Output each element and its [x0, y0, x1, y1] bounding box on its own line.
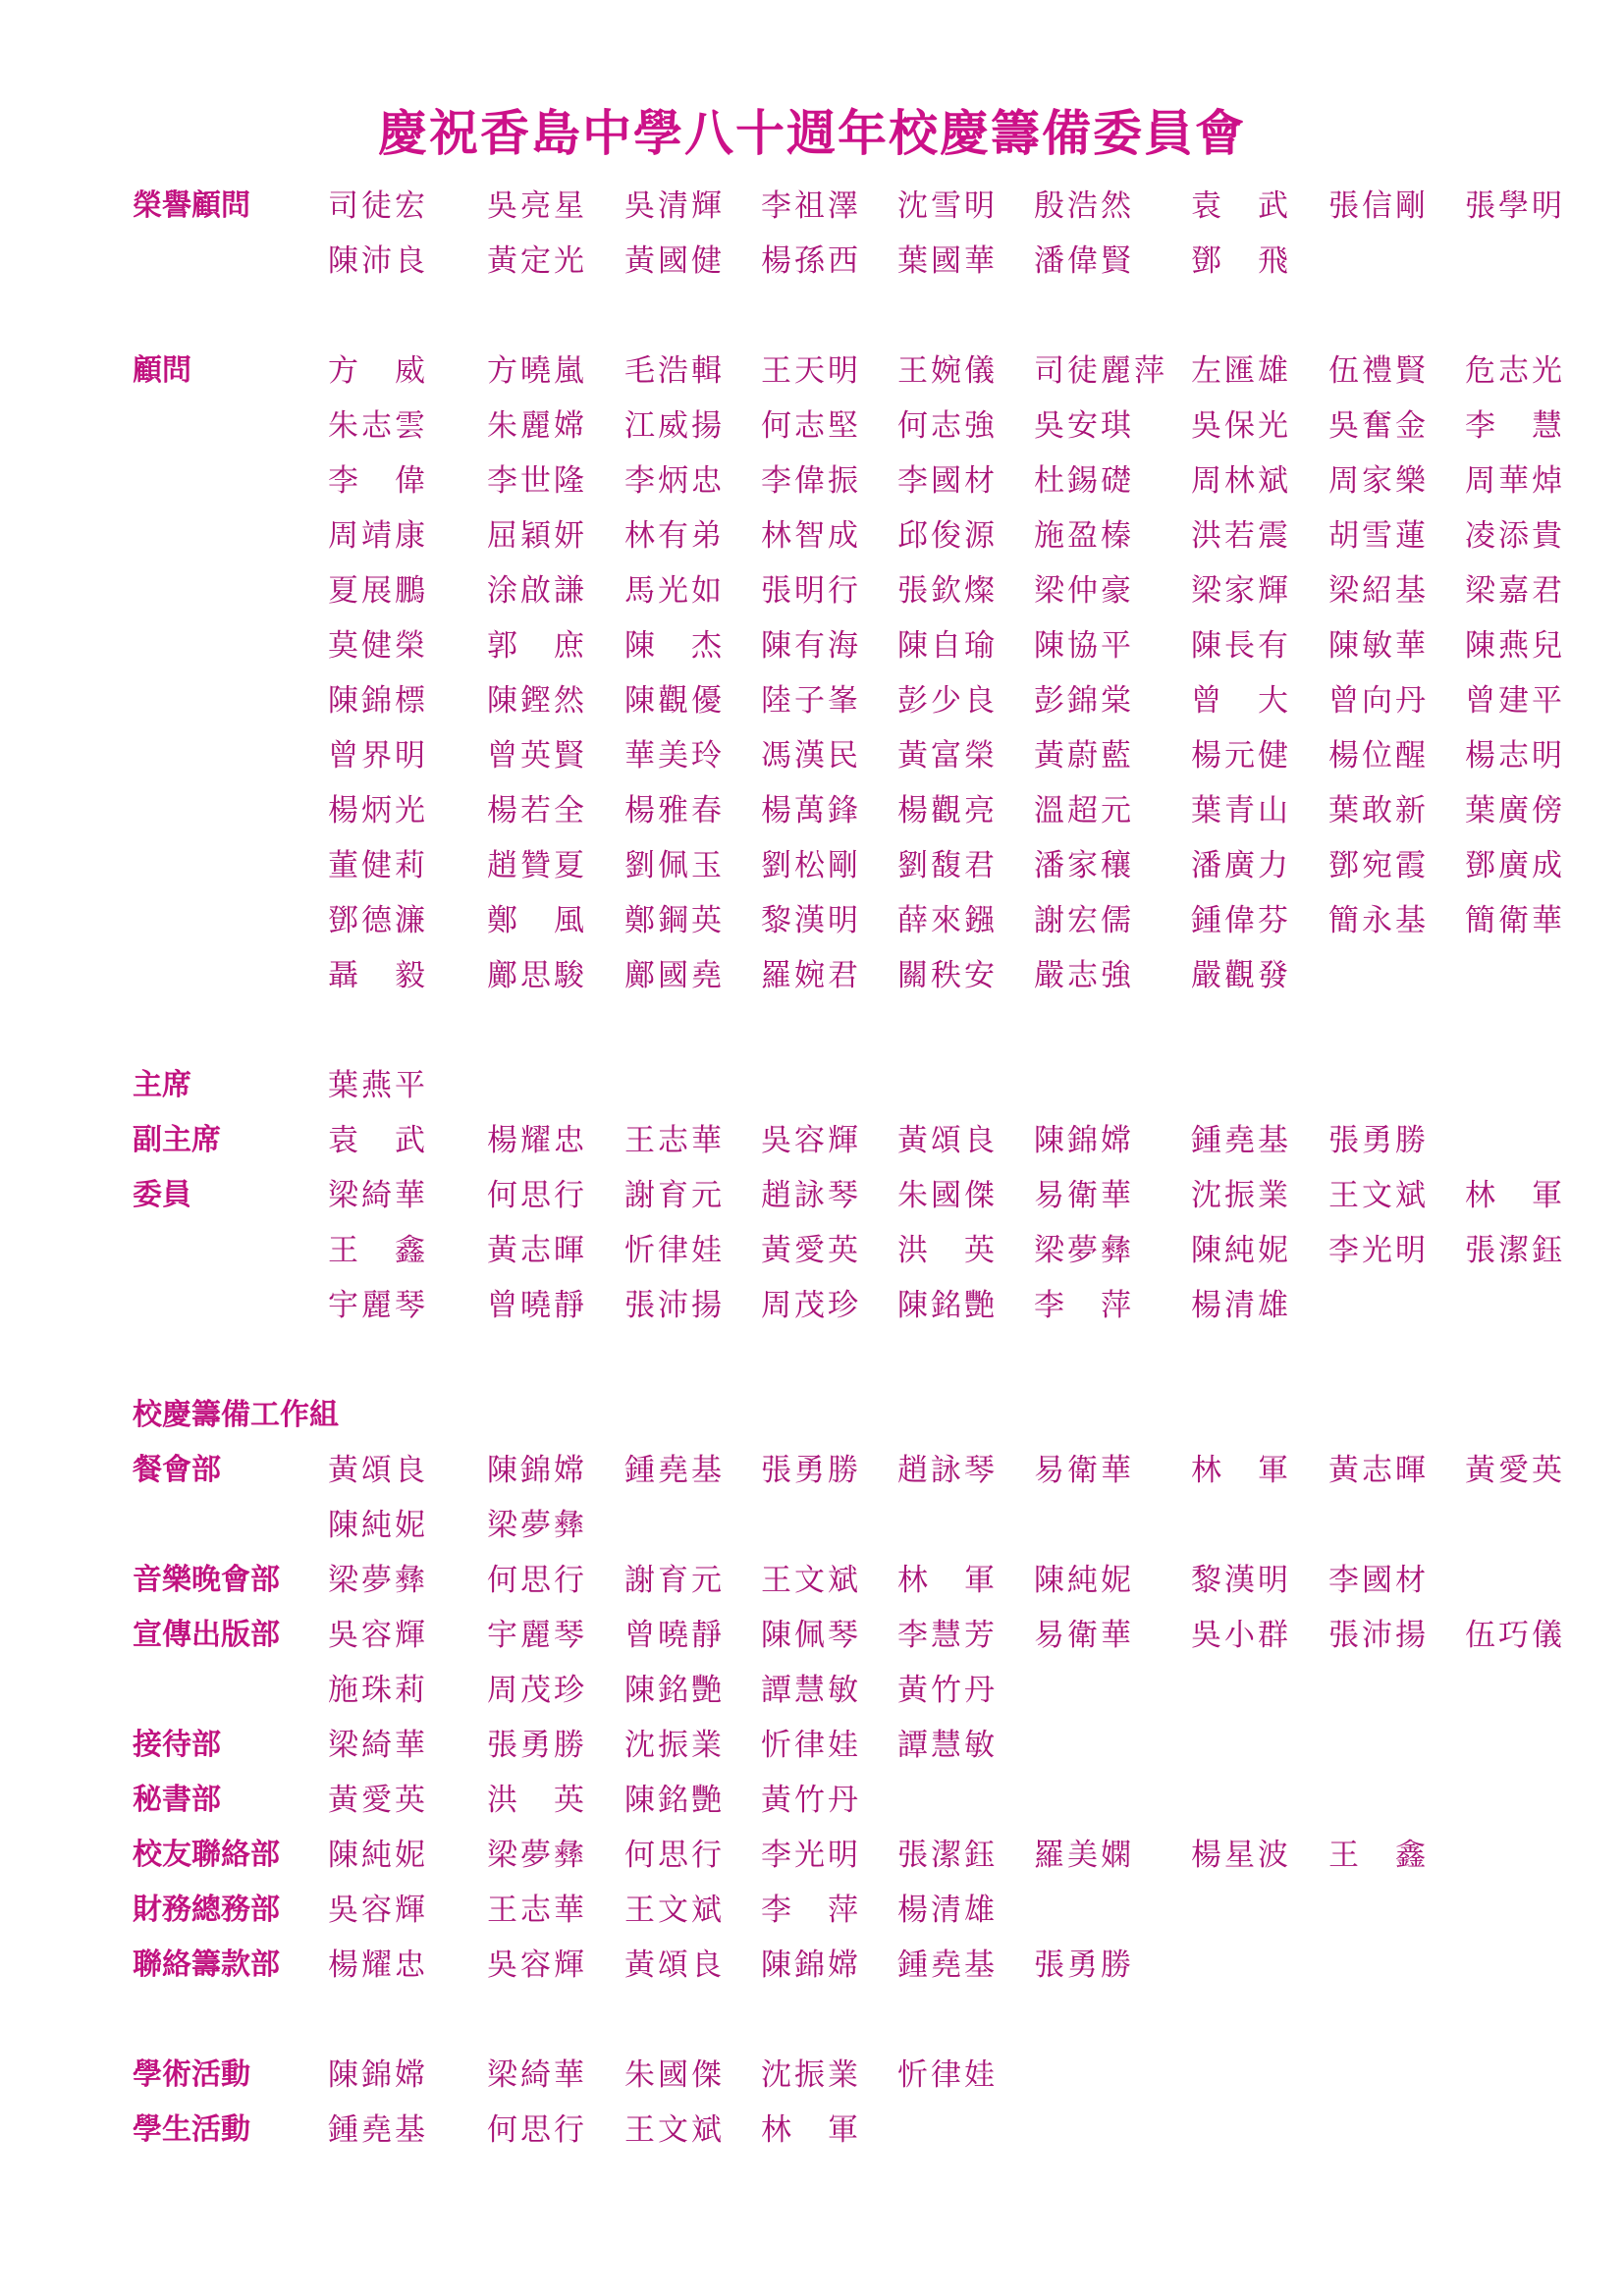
member-name: 周茂珍	[487, 1673, 587, 1708]
member-name: 馬光如	[624, 573, 725, 609]
member-name: 陳協平	[1034, 628, 1134, 664]
member-name: 鍾堯基	[624, 1453, 725, 1488]
member-name: 周家樂	[1328, 463, 1429, 499]
member-name: 李光明	[1328, 1233, 1429, 1268]
member-name: 羅婉君	[761, 958, 861, 993]
member-name: 董健莉	[328, 848, 428, 883]
member-name: 潘偉賢	[1034, 243, 1134, 279]
member-name: 陳純妮	[328, 1838, 428, 1873]
member-name: 王天明	[761, 353, 861, 389]
member-name: 梁嘉君	[1465, 573, 1565, 609]
member-name: 潘廣力	[1191, 848, 1291, 883]
member-name: 梁夢彝	[487, 1508, 587, 1543]
member-name: 王文斌	[624, 1893, 725, 1928]
member-name: 忻律娃	[897, 2057, 998, 2093]
member-name: 李國材	[897, 463, 998, 499]
member-name: 彭錦棠	[1034, 683, 1134, 719]
member-name: 陳燕兒	[1465, 628, 1565, 664]
section-label: 學生活動	[133, 2112, 250, 2147]
member-name: 林智成	[761, 518, 861, 554]
section-row	[0, 1284, 1624, 1327]
member-name: 陳錦嫦	[761, 1948, 861, 1983]
member-name: 李 偉	[328, 463, 428, 499]
member-name: 王文斌	[761, 1563, 861, 1598]
member-name: 曾界明	[328, 738, 428, 774]
member-name: 陳錦嫦	[1034, 1123, 1134, 1158]
member-name: 陳沛良	[328, 243, 428, 279]
member-name: 袁 武	[1191, 188, 1291, 224]
member-name: 莫健榮	[328, 628, 428, 664]
section-row	[0, 1724, 1624, 1767]
member-name: 張勇勝	[761, 1453, 861, 1488]
member-name: 何思行	[487, 1178, 587, 1213]
section-row	[0, 1504, 1624, 1547]
member-name: 楊耀忠	[328, 1948, 428, 1983]
member-name: 張學明	[1465, 188, 1565, 224]
member-name: 葉國華	[897, 243, 998, 279]
section-label: 音樂晚會部	[133, 1563, 280, 1597]
member-name: 劉佩玉	[624, 848, 725, 883]
member-name: 沈雪明	[897, 188, 998, 224]
member-name: 李祖澤	[761, 188, 861, 224]
section-row	[0, 2054, 1624, 2097]
member-name: 葉燕平	[328, 1068, 428, 1103]
section-row	[0, 1064, 1624, 1107]
member-name: 黎漢明	[1191, 1563, 1291, 1598]
section-row	[0, 185, 1624, 228]
section-row	[0, 569, 1624, 613]
member-name: 曾向丹	[1328, 683, 1429, 719]
member-name: 張勇勝	[1328, 1123, 1429, 1158]
member-name: 鍾堯基	[897, 1948, 998, 1983]
member-name: 吳清輝	[624, 188, 725, 224]
member-name: 楊雅春	[624, 793, 725, 828]
member-name: 周靖康	[328, 518, 428, 554]
member-name: 伍禮賢	[1328, 353, 1429, 389]
member-name: 毛浩輯	[624, 353, 725, 389]
member-name: 王文斌	[1328, 1178, 1429, 1213]
member-name: 梁夢彝	[328, 1563, 428, 1598]
member-name: 吳容輝	[328, 1618, 428, 1653]
section-row	[0, 1944, 1624, 1987]
member-name: 李國材	[1328, 1563, 1429, 1598]
section-row	[0, 1174, 1624, 1217]
member-name: 林 軍	[761, 2112, 861, 2148]
section-row	[0, 1669, 1624, 1712]
member-name: 方 威	[328, 353, 428, 389]
member-name: 楊孫西	[761, 243, 861, 279]
member-name: 沈振業	[1191, 1178, 1291, 1213]
member-name: 黃竹丹	[761, 1783, 861, 1818]
member-name: 黃志暉	[487, 1233, 587, 1268]
member-name: 華美玲	[624, 738, 725, 774]
member-name: 吳容輝	[761, 1123, 861, 1158]
member-name: 譚慧敏	[761, 1673, 861, 1708]
member-name: 夏展鵬	[328, 573, 428, 609]
member-name: 李世隆	[487, 463, 587, 499]
member-name: 梁夢彝	[1034, 1233, 1134, 1268]
section-row	[0, 899, 1624, 942]
member-name: 陳錦嫦	[487, 1453, 587, 1488]
member-name: 葉廣傍	[1465, 793, 1565, 828]
section-label: 榮譽顧問	[133, 188, 250, 223]
member-name: 陳有海	[761, 628, 861, 664]
member-name: 忻律娃	[624, 1233, 725, 1268]
member-name: 危志光	[1465, 353, 1565, 389]
member-name: 譚慧敏	[897, 1728, 998, 1763]
section-label: 顧問	[133, 353, 191, 388]
member-name: 鄺思駿	[487, 958, 587, 993]
section-row	[0, 844, 1624, 887]
member-name: 鍾堯基	[1191, 1123, 1291, 1158]
member-name: 陸子峯	[761, 683, 861, 719]
section-row	[0, 734, 1624, 777]
member-name: 伍巧儀	[1465, 1618, 1565, 1653]
member-name: 施珠莉	[328, 1673, 428, 1708]
member-name: 趙詠琴	[897, 1453, 998, 1488]
member-name: 陳鏗然	[487, 683, 587, 719]
member-name: 鄧廣成	[1465, 848, 1565, 883]
member-name: 曾 大	[1191, 683, 1291, 719]
member-name: 曾曉靜	[487, 1288, 587, 1323]
member-name: 黃頌良	[897, 1123, 998, 1158]
member-name: 曾英賢	[487, 738, 587, 774]
member-name: 洪 英	[487, 1783, 587, 1818]
member-name: 何志堅	[761, 408, 861, 444]
member-name: 陳 杰	[624, 628, 725, 664]
member-name: 朱國傑	[624, 2057, 725, 2093]
member-name: 張明行	[761, 573, 861, 609]
member-name: 楊若全	[487, 793, 587, 828]
member-name: 楊元健	[1191, 738, 1291, 774]
member-name: 羅美嫻	[1034, 1838, 1134, 1873]
page-title: 慶祝香島中學八十週年校慶籌備委員會	[378, 104, 1246, 162]
member-name: 宇麗琴	[487, 1618, 587, 1653]
member-name: 何思行	[624, 1838, 725, 1873]
section-label: 主席	[133, 1068, 191, 1102]
member-name: 楊志明	[1465, 738, 1565, 774]
member-name: 鄧 飛	[1191, 243, 1291, 279]
member-name: 梁綺華	[328, 1728, 428, 1763]
member-name: 吳保光	[1191, 408, 1291, 444]
member-name: 陳銘艷	[897, 1288, 998, 1323]
section-row	[0, 349, 1624, 393]
member-name: 林 軍	[897, 1563, 998, 1598]
member-name: 謝育元	[624, 1178, 725, 1213]
member-name: 嚴志強	[1034, 958, 1134, 993]
member-name: 葉青山	[1191, 793, 1291, 828]
member-name: 陳銘艷	[624, 1673, 725, 1708]
member-name: 殷浩然	[1034, 188, 1134, 224]
member-name: 彭少良	[897, 683, 998, 719]
section-label: 餐會部	[133, 1453, 221, 1487]
member-name: 袁 武	[328, 1123, 428, 1158]
member-name: 梁仲豪	[1034, 573, 1134, 609]
member-name: 簡衛華	[1465, 903, 1565, 938]
member-name: 沈振業	[761, 2057, 861, 2093]
member-name: 司徒宏	[328, 188, 428, 224]
member-name: 涂啟謙	[487, 573, 587, 609]
member-name: 梁綺華	[487, 2057, 587, 2093]
member-name: 李偉振	[761, 463, 861, 499]
section-label: 校慶籌備工作組	[133, 1398, 339, 1432]
member-name: 黃定光	[487, 243, 587, 279]
member-name: 陳佩琴	[761, 1618, 861, 1653]
member-name: 易衛華	[1034, 1178, 1134, 1213]
section-label: 委員	[133, 1178, 191, 1212]
member-name: 楊耀忠	[487, 1123, 587, 1158]
member-name: 趙詠琴	[761, 1178, 861, 1213]
member-name: 杜錫礎	[1034, 463, 1134, 499]
section-label: 財務總務部	[133, 1893, 280, 1927]
member-name: 方曉嵐	[487, 353, 587, 389]
member-name: 何志強	[897, 408, 998, 444]
member-name: 易衛華	[1034, 1453, 1134, 1488]
member-name: 吳容輝	[328, 1893, 428, 1928]
member-name: 梁紹基	[1328, 573, 1429, 609]
section-label: 秘書部	[133, 1783, 221, 1817]
member-name: 周華焯	[1465, 463, 1565, 499]
member-name: 黃富榮	[897, 738, 998, 774]
member-name: 吳小群	[1191, 1618, 1291, 1653]
member-name: 李 萍	[761, 1893, 861, 1928]
member-name: 邱俊源	[897, 518, 998, 554]
member-name: 周林斌	[1191, 463, 1291, 499]
member-name: 郭 庶	[487, 628, 587, 664]
member-name: 林有弟	[624, 518, 725, 554]
member-name: 趙贊夏	[487, 848, 587, 883]
member-name: 吳亮星	[487, 188, 587, 224]
member-name: 陳長有	[1191, 628, 1291, 664]
section-row	[0, 1834, 1624, 1877]
member-name: 易衛華	[1034, 1618, 1134, 1653]
section-row	[0, 1119, 1624, 1162]
member-name: 陳純妮	[328, 1508, 428, 1543]
section-row	[0, 1449, 1624, 1492]
member-name: 楊清雄	[897, 1893, 998, 1928]
member-name: 李炳忠	[624, 463, 725, 499]
section-row	[0, 789, 1624, 832]
member-name: 黃愛英	[1465, 1453, 1565, 1488]
member-name: 何思行	[487, 2112, 587, 2148]
member-name: 曾建平	[1465, 683, 1565, 719]
section-label: 宣傳出版部	[133, 1618, 280, 1652]
section-label: 校友聯絡部	[133, 1838, 280, 1872]
member-name: 謝育元	[624, 1563, 725, 1598]
member-name: 黃頌良	[328, 1453, 428, 1488]
section-row	[0, 1889, 1624, 1932]
member-name: 洪若震	[1191, 518, 1291, 554]
member-name: 忻律娃	[761, 1728, 861, 1763]
member-name: 簡永基	[1328, 903, 1429, 938]
member-name: 張沛揚	[624, 1288, 725, 1323]
member-name: 李光明	[761, 1838, 861, 1873]
member-name: 陳自瑜	[897, 628, 998, 664]
member-name: 張勇勝	[487, 1728, 587, 1763]
member-name: 鄧德濂	[328, 903, 428, 938]
member-name: 陳錦標	[328, 683, 428, 719]
member-name: 朱麗嫦	[487, 408, 587, 444]
member-name: 李 萍	[1034, 1288, 1134, 1323]
member-name: 黃竹丹	[897, 1673, 998, 1708]
member-name: 屈穎妍	[487, 518, 587, 554]
member-name: 黃蔚藍	[1034, 738, 1134, 774]
section-row	[0, 2109, 1624, 2152]
member-name: 葉敢新	[1328, 793, 1429, 828]
member-name: 劉松剛	[761, 848, 861, 883]
member-name: 黃志暉	[1328, 1453, 1429, 1488]
member-name: 溫超元	[1034, 793, 1134, 828]
member-name: 江威揚	[624, 408, 725, 444]
member-name: 楊炳光	[328, 793, 428, 828]
section-label: 學術活動	[133, 2057, 250, 2092]
member-name: 陳銘艷	[624, 1783, 725, 1818]
member-name: 楊萬鋒	[761, 793, 861, 828]
member-name: 潘家穰	[1034, 848, 1134, 883]
member-name: 王婉儀	[897, 353, 998, 389]
member-name: 左匯雄	[1191, 353, 1291, 389]
member-name: 李慧芳	[897, 1618, 998, 1653]
section-row	[0, 1559, 1624, 1602]
section-row	[0, 240, 1624, 283]
member-name: 凌添貴	[1465, 518, 1565, 554]
member-name: 張勇勝	[1034, 1948, 1134, 1983]
member-name: 張欽燦	[897, 573, 998, 609]
member-name: 張沛揚	[1328, 1618, 1429, 1653]
section-row	[0, 1779, 1624, 1822]
section-row	[0, 404, 1624, 448]
member-name: 馮漢民	[761, 738, 861, 774]
member-name: 梁綺華	[328, 1178, 428, 1213]
member-name: 曾曉靜	[624, 1618, 725, 1653]
section-label: 接待部	[133, 1728, 221, 1762]
member-name: 周茂珍	[761, 1288, 861, 1323]
member-name: 鄭 風	[487, 903, 587, 938]
section-label: 副主席	[133, 1123, 221, 1157]
member-name: 鄺國堯	[624, 958, 725, 993]
member-name: 陳錦嫦	[328, 2057, 428, 2093]
member-name: 王志華	[624, 1123, 725, 1158]
member-name: 施盈榛	[1034, 518, 1134, 554]
member-name: 陳觀優	[624, 683, 725, 719]
member-name: 胡雪蓮	[1328, 518, 1429, 554]
member-name: 謝宏儒	[1034, 903, 1134, 938]
member-name: 張潔鈺	[1465, 1233, 1565, 1268]
member-name: 李 慧	[1465, 408, 1565, 444]
member-name: 黃愛英	[328, 1783, 428, 1818]
member-name: 張潔鈺	[897, 1838, 998, 1873]
member-name: 何思行	[487, 1563, 587, 1598]
member-name: 宇麗琴	[328, 1288, 428, 1323]
member-name: 王 鑫	[328, 1233, 428, 1268]
member-name: 梁夢彝	[487, 1838, 587, 1873]
member-name: 吳奮金	[1328, 408, 1429, 444]
member-name: 鄧宛霞	[1328, 848, 1429, 883]
section-row	[0, 954, 1624, 997]
member-name: 洪 英	[897, 1233, 998, 1268]
member-name: 吳容輝	[487, 1948, 587, 1983]
member-name: 楊觀亮	[897, 793, 998, 828]
section-row	[0, 459, 1624, 503]
member-name: 黃頌良	[624, 1948, 725, 1983]
member-name: 劉馥君	[897, 848, 998, 883]
member-name: 嚴觀發	[1191, 958, 1291, 993]
member-name: 林 軍	[1191, 1453, 1291, 1488]
member-name: 陳純妮	[1034, 1563, 1134, 1598]
section-row	[0, 1614, 1624, 1657]
section-row	[0, 624, 1624, 667]
member-name: 楊清雄	[1191, 1288, 1291, 1323]
member-name: 鍾偉芬	[1191, 903, 1291, 938]
member-name: 楊星波	[1191, 1838, 1291, 1873]
member-name: 陳純妮	[1191, 1233, 1291, 1268]
member-name: 沈振業	[624, 1728, 725, 1763]
member-name: 梁家輝	[1191, 573, 1291, 609]
member-name: 王 鑫	[1328, 1838, 1429, 1873]
member-name: 司徒麗萍	[1034, 353, 1167, 389]
member-name: 陳敏華	[1328, 628, 1429, 664]
section-label: 聯絡籌款部	[133, 1948, 280, 1982]
member-name: 薛來鏹	[897, 903, 998, 938]
section-row	[0, 679, 1624, 722]
member-name: 王志華	[487, 1893, 587, 1928]
section-row	[0, 1394, 1624, 1437]
member-name: 王文斌	[624, 2112, 725, 2148]
member-name: 黃愛英	[761, 1233, 861, 1268]
member-name: 朱國傑	[897, 1178, 998, 1213]
member-name: 楊位醒	[1328, 738, 1429, 774]
member-name: 吳安琪	[1034, 408, 1134, 444]
member-name: 林 軍	[1465, 1178, 1565, 1213]
member-name: 鄭鋼英	[624, 903, 725, 938]
member-name: 聶 毅	[328, 958, 428, 993]
member-name: 黎漢明	[761, 903, 861, 938]
member-name: 張信剛	[1328, 188, 1429, 224]
section-row	[0, 514, 1624, 558]
member-name: 朱志雲	[328, 408, 428, 444]
member-name: 關秩安	[897, 958, 998, 993]
section-row	[0, 1229, 1624, 1272]
member-name: 鍾堯基	[328, 2112, 428, 2148]
member-name: 黃國健	[624, 243, 725, 279]
